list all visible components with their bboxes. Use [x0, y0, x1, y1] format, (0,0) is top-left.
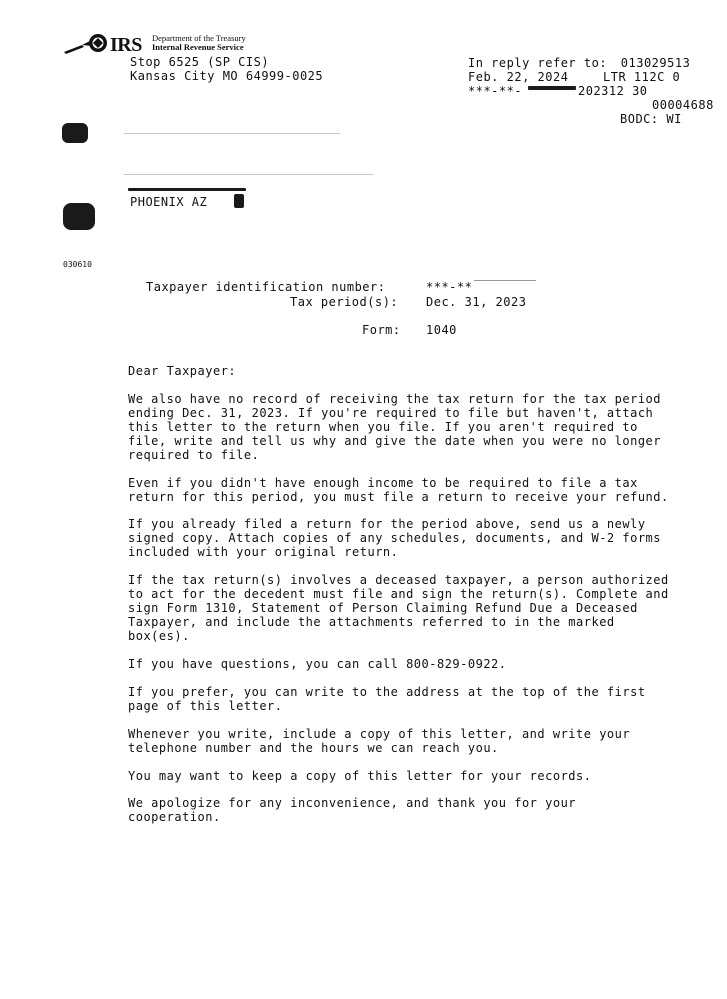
- paragraph-line: We apologize for any inconvenience, and thank you for your: [128, 796, 577, 810]
- redaction-bar: [128, 188, 246, 191]
- sequence-number: 00004688: [652, 98, 714, 112]
- salutation: Dear Taxpayer:: [128, 364, 237, 378]
- paragraph-line: box(es).: [128, 629, 190, 643]
- redacted-name-line: [124, 133, 340, 134]
- tax-period-label: Tax period(s):: [290, 295, 399, 309]
- reply-label: In reply refer to:: [468, 56, 608, 70]
- department-name: Department of the Treasury: [152, 33, 246, 43]
- side-code: 030610: [63, 260, 92, 269]
- paragraph-line: If the tax return(s) involves a deceased taxpayer, a person authorized: [128, 573, 669, 587]
- paragraph-5: If you have questions, you can call 800-829-0922.: [128, 657, 507, 671]
- paragraph-line: to act for the decedent must file and sign the return(s). Complete and: [128, 587, 669, 601]
- letter-date: Feb. 22, 2024: [468, 70, 569, 84]
- paragraph-line: ending Dec. 31, 2023. If you're required to file but haven't, attach: [128, 406, 654, 420]
- tax-period-value: Dec. 31, 2023: [426, 295, 527, 309]
- sender-address-line1: Stop 6525 (SP CIS): [130, 55, 270, 69]
- paragraph-line: file, write and tell us why and give the date when you were no longer: [128, 434, 661, 448]
- letter-code: LTR 112C 0: [603, 70, 681, 84]
- paragraph-line: If you prefer, you can write to the address at the top of the first: [128, 685, 646, 699]
- paragraph-line: sign Form 1310, Statement of Person Claiming Refund Due a Deceased: [128, 601, 638, 615]
- reply-number: 013029513: [620, 56, 691, 70]
- irs-logo-text: IRS: [110, 34, 142, 56]
- agency-name: [152, 34, 246, 52]
- recipient-city-state: PHOENIX AZ: [130, 195, 208, 209]
- paragraph-line: included with your original return.: [128, 545, 399, 559]
- redacted-zip: [234, 194, 244, 208]
- paragraph-line: return for this period, you must file a return to receive your refund.: [128, 490, 669, 504]
- sender-address-line2: Kansas City MO 64999-0025: [130, 69, 324, 83]
- form-value: 1040: [426, 323, 457, 337]
- tin-value: ***-**: [426, 280, 473, 294]
- paragraph-line: If you already filed a return for the period above, send us a newly: [128, 517, 646, 531]
- paragraph-line: We also have no record of receiving the tax return for the tax period: [128, 392, 661, 406]
- masked-ssn: ***-**-: [468, 84, 523, 98]
- paragraph-line: cooperation.: [128, 810, 221, 824]
- eagle-icon: [62, 33, 110, 55]
- paragraph-line: page of this letter.: [128, 699, 283, 713]
- irs-logo: [62, 33, 272, 55]
- service-name: Internal Revenue Service: [152, 42, 244, 52]
- redacted-address-line: [124, 174, 374, 175]
- redaction-bar: [528, 86, 576, 90]
- paragraph-line: Taxpayer, and include the attachments referred to in the marked: [128, 615, 615, 629]
- tin-label: Taxpayer identification number:: [146, 280, 386, 294]
- paragraph-line: signed copy. Attach copies of any schedules, documents, and W-2 forms: [128, 531, 661, 545]
- redacted-mark: [63, 203, 95, 230]
- redacted-tin-line: [474, 280, 536, 281]
- period-code: 202312 30: [578, 84, 648, 98]
- paragraph-line: required to file.: [128, 448, 260, 462]
- form-label: Form:: [362, 323, 401, 337]
- paragraph-line: Whenever you write, include a copy of this letter, and write your: [128, 727, 631, 741]
- paragraph-line: this letter to the return when you file. If you aren't required to: [128, 420, 638, 434]
- paragraph-line: Even if you didn't have enough income to be required to file a tax: [128, 476, 638, 490]
- paragraph-line: telephone number and the hours we can reach you.: [128, 741, 499, 755]
- reply-reference: [468, 56, 690, 70]
- paragraph-8: You may want to keep a copy of this letter for your records.: [128, 769, 592, 783]
- redacted-mark: [62, 123, 88, 143]
- bodc-code: BODC: WI: [620, 112, 682, 126]
